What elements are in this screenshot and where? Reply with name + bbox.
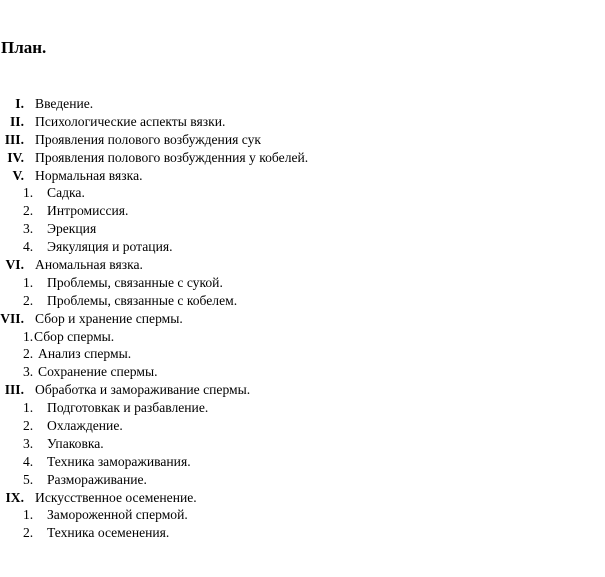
section-numeral: VII. (0, 310, 24, 326)
subitem-number: 2. (23, 292, 34, 308)
section-numeral: V. (12, 167, 24, 183)
section-label: Введение. (35, 96, 94, 111)
section-numeral: IX. (5, 489, 24, 505)
subitem-label: Интромиссия. (47, 203, 129, 219)
subitem-number: 3. (23, 435, 34, 451)
subitem-number: 4. (23, 453, 34, 469)
subitem-label: Подготовкак и разбавление. (47, 400, 209, 416)
section-label: Проявления полового возбуждения сук (35, 131, 261, 147)
subitem-number: 1. (23, 274, 34, 290)
subitem-number: 3. (23, 221, 34, 237)
subitem-label: Охлаждение. (47, 418, 123, 434)
section-numeral: II. (10, 113, 24, 129)
section-numeral: III. (4, 382, 24, 398)
subitem-number: 1. (23, 507, 34, 523)
subitem-number: 2. (23, 525, 34, 541)
subitem-label: Эякуляция и ротация. (47, 239, 173, 255)
section-numeral: VI. (5, 257, 24, 273)
subitem-number: 1. (23, 400, 34, 416)
subitem-number: 3. (23, 364, 34, 380)
subitem-number: 1. (23, 185, 34, 201)
subitem-label: Анализ спермы. (38, 346, 132, 362)
section-numeral: I. (15, 96, 24, 111)
section-label: Нормальная вязка. (35, 167, 143, 183)
subitem-label: Проблемы, связанные с кобелем. (47, 292, 238, 308)
section-label: Сбор и хранение спермы. (35, 310, 183, 326)
section-label: Искусственное осеменение. (35, 489, 197, 505)
section-label: Проявления полового возбужденния у кобелей. (35, 149, 309, 165)
subitem-number: 2. (23, 346, 34, 362)
subitem-label: Проблемы, связанные с сукой. (47, 274, 223, 290)
subitem-number: 5. (23, 471, 34, 487)
subitem-number: 1. (23, 328, 34, 344)
subitem-label: Размораживание. (47, 471, 147, 487)
section-numeral: III. (4, 131, 24, 147)
subitem-number: 2. (23, 418, 34, 434)
subitem-label: Техника осеменения. (47, 525, 170, 541)
subitem-label: Эрекция (47, 221, 97, 237)
subitem-label: Садка. (47, 185, 85, 201)
section-label: Психологические аспекты вязки. (35, 113, 226, 129)
section-numeral: IV. (7, 149, 24, 165)
section-label: Аномальная вязка. (35, 257, 143, 273)
subitem-label: Сбор спермы. (34, 328, 115, 344)
subitem-label: Упаковка. (47, 435, 104, 451)
subitem-label: Сохранение спермы. (38, 364, 158, 380)
subitem-label: Техника замораживания. (47, 453, 191, 469)
section-label: Обработка и замораживание спермы. (35, 382, 251, 398)
subitem-number: 4. (23, 239, 34, 255)
subitem-label: Замороженной спермой. (47, 507, 188, 523)
subitem-number: 2. (23, 203, 34, 219)
page-title: План. (1, 38, 47, 57)
